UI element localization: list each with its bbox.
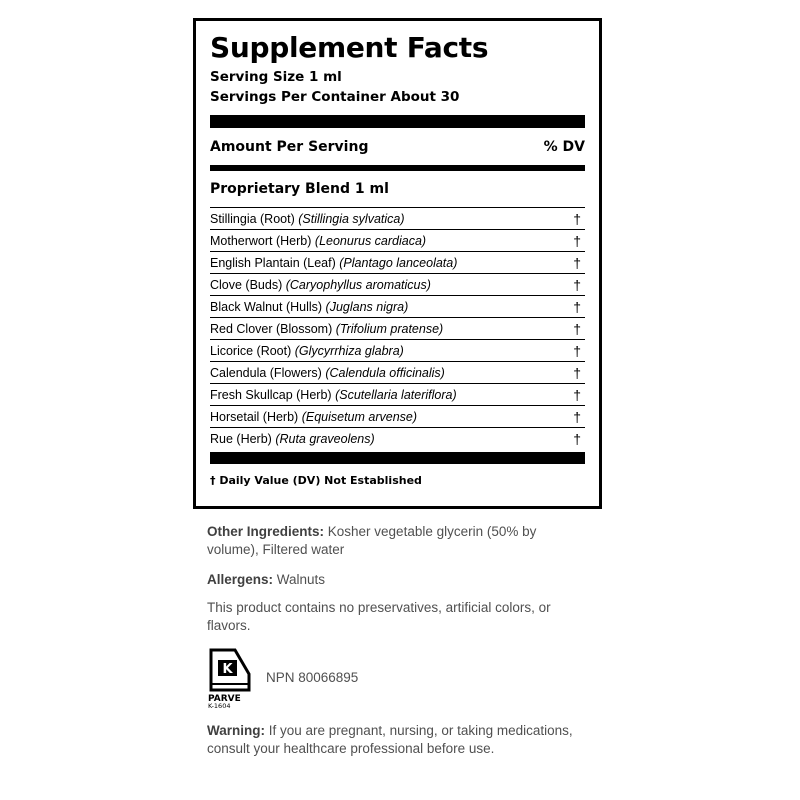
- facts-title: Supplement Facts: [210, 31, 489, 64]
- ingredient-dv: †: [573, 386, 581, 403]
- preservatives-note: This product contains no preservatives, artificial colors, or flavors.: [207, 600, 551, 633]
- ingredient-name: Red Clover (Blossom): [210, 321, 333, 336]
- ingredient-dv: †: [573, 298, 581, 315]
- amount-header: [210, 128, 585, 165]
- ingredient-name: Rue (Herb): [210, 432, 272, 446]
- ingredient-name: Calendula (Flowers): [210, 365, 322, 380]
- ingredient-row: [210, 208, 585, 230]
- ingredient-latin: (Caryophyllus aromaticus): [285, 277, 431, 292]
- amount-per-serving-label: Amount Per Serving: [210, 138, 369, 155]
- serving-size: Serving Size 1 ml: [210, 69, 342, 85]
- ingredient-list: [210, 207, 585, 450]
- ingredient-name: Motherwort (Herb): [210, 233, 312, 248]
- ingredient-row: [210, 230, 585, 252]
- ingredient-row: [210, 384, 585, 406]
- ingredient-name: Clove (Buds): [210, 277, 283, 292]
- ingredient-dv: †: [573, 431, 581, 447]
- ingredient-dv: †: [573, 232, 581, 249]
- dv-header: % DV: [543, 138, 585, 155]
- ingredient-row: [210, 296, 585, 318]
- divider-thick: [210, 115, 585, 128]
- ingredient-name: English Plantain (Leaf): [210, 255, 336, 270]
- warning-label: Warning:: [207, 723, 265, 738]
- ingredient-latin: (Ruta graveolens): [275, 432, 375, 446]
- other-ingredients-text: Kosher vegetable glycerin (50% by volume), Filtered water: [207, 524, 537, 557]
- npn-number: NPN 80066895: [266, 670, 359, 685]
- kosher-code: K-1604: [208, 702, 231, 708]
- ingredient-row: [210, 318, 585, 340]
- ingredient-latin: (Equisetum arvense): [301, 409, 418, 424]
- other-ingredients-label: Other Ingredients:: [207, 524, 325, 539]
- warning: [207, 722, 587, 758]
- ingredient-latin: (Trifolium pratense): [335, 321, 444, 336]
- ingredient-latin: (Calendula officinalis): [325, 365, 445, 380]
- ingredient-name: Fresh Skullcap (Herb): [210, 387, 332, 402]
- ingredient-name: Stillingia (Root): [210, 211, 295, 226]
- allergens-text: Walnuts: [273, 572, 326, 587]
- warning-text: If you are pregnant, nursing, or taking medications, consult your healthcare professional before use.: [207, 723, 573, 756]
- ingredient-name: Black Walnut (Hulls): [210, 299, 323, 314]
- allergens: [207, 571, 587, 589]
- other-ingredients: [207, 523, 587, 559]
- ingredient-name: Licorice (Root): [210, 343, 292, 358]
- divider-bottom: [210, 452, 585, 464]
- ingredient-dv: †: [573, 254, 581, 271]
- ingredient-row: [210, 340, 585, 362]
- supplement-facts-panel: [193, 18, 602, 509]
- kosher-parve: PARVE: [208, 694, 241, 704]
- ingredient-row: [210, 406, 585, 428]
- blend-title: Proprietary Blend 1 ml: [210, 181, 389, 197]
- ingredient-dv: †: [573, 320, 581, 337]
- ingredient-latin: (Scutellaria lateriflora): [335, 387, 457, 402]
- dv-footnote: † Daily Value (DV) Not Established: [210, 474, 422, 487]
- ingredient-latin: (Glycyrrhiza glabra): [294, 343, 404, 358]
- ingredient-dv: †: [573, 364, 581, 381]
- ingredient-dv: †: [573, 342, 581, 359]
- ingredient-latin: (Plantago lanceolata): [339, 255, 458, 270]
- allergens-label: Allergens:: [207, 572, 274, 587]
- kosher-certification-icon: [205, 646, 255, 708]
- ingredient-row: [210, 252, 585, 274]
- servings-per-container: Servings Per Container About 30: [210, 89, 460, 105]
- kosher-symbol: K: [222, 662, 233, 677]
- ingredient-name: Horsetail (Herb): [210, 409, 299, 424]
- ingredient-latin: (Juglans nigra): [325, 299, 409, 314]
- ingredient-dv: †: [573, 276, 581, 293]
- ingredient-row: [210, 274, 585, 296]
- ingredient-dv: †: [573, 210, 581, 227]
- ingredient-latin: (Leonurus cardiaca): [314, 233, 427, 248]
- ingredient-row: [210, 362, 585, 384]
- ingredient-row: [210, 428, 585, 450]
- ingredient-dv: †: [573, 408, 581, 425]
- ingredient-latin: (Stillingia sylvatica): [298, 211, 405, 226]
